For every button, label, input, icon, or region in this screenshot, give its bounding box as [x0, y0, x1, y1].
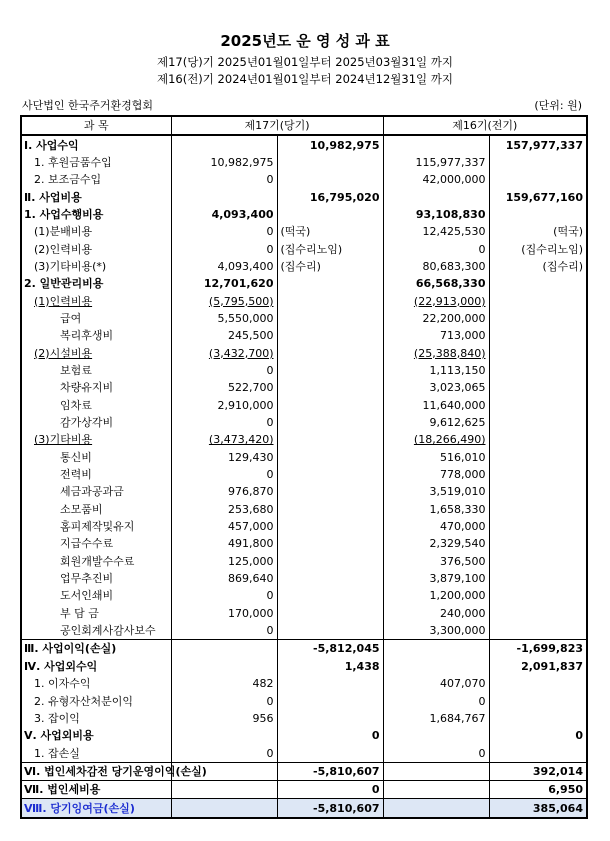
prior-detail-cell — [383, 799, 489, 818]
account-cell: (2)인력비용 — [21, 240, 171, 257]
prior-detail-cell: 470,000 — [383, 518, 489, 535]
current-detail-cell — [171, 727, 277, 744]
table-row — [21, 240, 587, 257]
prior-total-cell: 0 — [489, 727, 587, 744]
table-row — [21, 466, 587, 483]
current-detail-cell: 4,093,400 — [171, 258, 277, 275]
account-cell: 도서인쇄비 — [21, 587, 171, 604]
account-cell: Ⅷ. 당기잉여금(손실) — [21, 799, 171, 818]
current-detail-cell: 0 — [171, 223, 277, 240]
header-account: 과 목 — [21, 116, 171, 135]
period-current: 제17(당)기 2025년01월01일부터 2025년03월31일 까지 — [156, 55, 454, 69]
account-cell: 홈피제작및유지 — [21, 518, 171, 535]
prior-total-cell — [489, 553, 587, 570]
header-current: 제17기(당기) — [171, 116, 383, 135]
current-total-cell — [277, 275, 383, 292]
prior-total-cell: 385,064 — [489, 799, 587, 818]
table-row — [21, 188, 587, 205]
prior-total-cell — [489, 414, 587, 431]
current-total-cell: (집수리) — [277, 258, 383, 275]
prior-detail-cell: 407,070 — [383, 675, 489, 692]
current-total-cell — [277, 431, 383, 448]
table-row — [21, 397, 587, 414]
account-cell: 회원개발수수료 — [21, 553, 171, 570]
prior-total-cell: (집수리노임) — [489, 240, 587, 257]
current-detail-cell: 482 — [171, 675, 277, 692]
prior-detail-cell: 9,612,625 — [383, 414, 489, 431]
table-row — [21, 223, 587, 240]
prior-detail-cell: 713,000 — [383, 327, 489, 344]
prior-detail-cell: 66,568,330 — [383, 275, 489, 292]
account-cell: 복리후생비 — [21, 327, 171, 344]
current-detail-cell: 0 — [171, 240, 277, 257]
prior-detail-cell: (25,388,840) — [383, 344, 489, 361]
current-total-cell: -5,810,607 — [277, 799, 383, 818]
prior-detail-cell: 42,000,000 — [383, 171, 489, 188]
account-cell: 차량유지비 — [21, 379, 171, 396]
account-cell: (2)시설비용 — [21, 344, 171, 361]
prior-detail-cell: 12,425,530 — [383, 223, 489, 240]
account-cell: 감가상각비 — [21, 414, 171, 431]
table-row — [21, 710, 587, 727]
prior-detail-cell: 93,108,830 — [383, 206, 489, 223]
prior-detail-cell: 11,640,000 — [383, 397, 489, 414]
table-row — [21, 362, 587, 379]
prior-detail-cell: 1,684,767 — [383, 710, 489, 727]
current-total-cell — [277, 553, 383, 570]
current-detail-cell — [171, 640, 277, 658]
current-total-cell — [277, 535, 383, 552]
prior-total-cell — [489, 605, 587, 622]
prior-total-cell — [489, 518, 587, 535]
account-cell: Ⅱ. 사업비용 — [21, 188, 171, 205]
account-cell: Ⅰ. 사업수익 — [21, 135, 171, 153]
table-row — [21, 327, 587, 344]
current-detail-cell: 12,701,620 — [171, 275, 277, 292]
prior-total-cell — [489, 344, 587, 361]
account-cell: 지급수수료 — [21, 535, 171, 552]
current-detail-cell: (3,473,420) — [171, 431, 277, 448]
organization-name: 사단법인 한국주거환경협회 — [22, 99, 154, 112]
table-row — [21, 553, 587, 570]
prior-total-cell — [489, 622, 587, 640]
current-total-cell — [277, 570, 383, 587]
current-total-cell: (떡국) — [277, 223, 383, 240]
prior-detail-cell: 0 — [383, 240, 489, 257]
current-detail-cell: 457,000 — [171, 518, 277, 535]
prior-detail-cell: (18,266,490) — [383, 431, 489, 448]
account-cell: 2. 보조금수입 — [21, 171, 171, 188]
table-row — [21, 449, 587, 466]
table-row — [21, 258, 587, 275]
current-total-cell — [277, 466, 383, 483]
current-detail-cell: (3,432,700) — [171, 344, 277, 361]
current-total-cell: 16,795,020 — [277, 188, 383, 205]
current-detail-cell — [171, 188, 277, 205]
account-cell: 급여 — [21, 310, 171, 327]
current-detail-cell: 956 — [171, 710, 277, 727]
current-detail-cell: 0 — [171, 362, 277, 379]
current-total-cell: -5,810,607 — [277, 762, 383, 780]
account-cell: (3)기타비용(*) — [21, 258, 171, 275]
current-total-cell: -5,812,045 — [277, 640, 383, 658]
account-cell: Ⅳ. 사업외수익 — [21, 658, 171, 675]
prior-total-cell — [489, 675, 587, 692]
table-row — [21, 535, 587, 552]
table-row — [21, 570, 587, 587]
prior-total-cell — [489, 710, 587, 727]
current-total-cell — [277, 587, 383, 604]
prior-detail-cell: 115,977,337 — [383, 154, 489, 171]
prior-total-cell — [489, 535, 587, 552]
current-detail-cell: 0 — [171, 744, 277, 762]
prior-total-cell — [489, 466, 587, 483]
prior-total-cell — [489, 501, 587, 518]
prior-detail-cell: 3,519,010 — [383, 483, 489, 500]
current-detail-cell: 0 — [171, 692, 277, 709]
account-cell: Ⅴ. 사업외비용 — [21, 727, 171, 744]
prior-total-cell: 159,677,160 — [489, 188, 587, 205]
current-total-cell — [277, 362, 383, 379]
prior-detail-cell: 22,200,000 — [383, 310, 489, 327]
prior-total-cell: (집수리) — [489, 258, 587, 275]
prior-detail-cell — [383, 188, 489, 205]
table-row — [21, 171, 587, 188]
prior-detail-cell: 3,300,000 — [383, 622, 489, 640]
account-cell: 부 담 금 — [21, 605, 171, 622]
prior-total-cell — [489, 292, 587, 309]
current-total-cell — [277, 171, 383, 188]
account-cell: Ⅶ. 법인세비용 — [21, 781, 171, 799]
current-detail-cell: 869,640 — [171, 570, 277, 587]
prior-total-cell — [489, 154, 587, 171]
unit-label: (단위: 원) — [534, 99, 582, 112]
prior-detail-cell — [383, 781, 489, 799]
current-total-cell — [277, 292, 383, 309]
prior-detail-cell: 240,000 — [383, 605, 489, 622]
account-cell: 2. 일반관리비용 — [21, 275, 171, 292]
table-row — [21, 275, 587, 292]
current-total-cell: 0 — [277, 781, 383, 799]
current-total-cell — [277, 414, 383, 431]
current-total-cell: (집수리노임) — [277, 240, 383, 257]
account-cell: 2. 유형자산처분이익 — [21, 692, 171, 709]
account-cell: 업무추진비 — [21, 570, 171, 587]
prior-detail-cell: 3,023,065 — [383, 379, 489, 396]
account-cell: Ⅵ. 법인세차감전 당기운영이익(손실) — [21, 762, 171, 780]
table-row — [21, 640, 587, 658]
table-row — [21, 292, 587, 309]
table-row — [21, 206, 587, 223]
account-cell: (3)기타비용 — [21, 431, 171, 448]
table-row — [21, 501, 587, 518]
current-total-cell — [277, 518, 383, 535]
table-row — [21, 483, 587, 500]
table-row — [21, 135, 587, 153]
table-row — [21, 781, 587, 799]
header-prior: 제16기(전기) — [383, 116, 587, 135]
table-row — [21, 379, 587, 396]
current-detail-cell: 0 — [171, 171, 277, 188]
prior-total-cell — [489, 362, 587, 379]
prior-total-cell: (떡국) — [489, 223, 587, 240]
current-detail-cell: 0 — [171, 587, 277, 604]
current-total-cell — [277, 379, 383, 396]
account-cell: 3. 잡이익 — [21, 710, 171, 727]
current-total-cell: 0 — [277, 727, 383, 744]
current-total-cell — [277, 710, 383, 727]
prior-total-cell: -1,699,823 — [489, 640, 587, 658]
current-total-cell — [277, 501, 383, 518]
table-row — [21, 799, 587, 818]
current-detail-cell: 0 — [171, 622, 277, 640]
current-detail-cell: 5,550,000 — [171, 310, 277, 327]
current-total-cell — [277, 692, 383, 709]
current-detail-cell: 976,870 — [171, 483, 277, 500]
table-row — [21, 431, 587, 448]
prior-detail-cell: 2,329,540 — [383, 535, 489, 552]
prior-detail-cell — [383, 640, 489, 658]
prior-detail-cell: 376,500 — [383, 553, 489, 570]
table-row — [21, 344, 587, 361]
current-total-cell — [277, 675, 383, 692]
period-prior: 제16(전)기 2024년01월01일부터 2024년12월31일 까지 — [156, 72, 454, 86]
prior-total-cell: 392,014 — [489, 762, 587, 780]
prior-detail-cell: 0 — [383, 744, 489, 762]
current-total-cell: 10,982,975 — [277, 135, 383, 153]
prior-detail-cell: (22,913,000) — [383, 292, 489, 309]
prior-total-cell — [489, 570, 587, 587]
current-detail-cell — [171, 658, 277, 675]
account-cell: (1)인력비용 — [21, 292, 171, 309]
current-detail-cell — [171, 781, 277, 799]
table-row — [21, 762, 587, 780]
current-detail-cell: 10,982,975 — [171, 154, 277, 171]
current-total-cell — [277, 206, 383, 223]
prior-detail-cell — [383, 135, 489, 153]
table-row — [21, 675, 587, 692]
table-row — [21, 622, 587, 640]
current-total-cell — [277, 483, 383, 500]
current-detail-cell: 2,910,000 — [171, 397, 277, 414]
current-detail-cell: 0 — [171, 466, 277, 483]
current-detail-cell: 491,800 — [171, 535, 277, 552]
prior-total-cell — [489, 483, 587, 500]
account-cell: 1. 이자수익 — [21, 675, 171, 692]
prior-detail-cell — [383, 658, 489, 675]
table-row — [21, 727, 587, 744]
account-cell: 1. 후원금품수입 — [21, 154, 171, 171]
prior-total-cell — [489, 206, 587, 223]
current-total-cell — [277, 327, 383, 344]
prior-detail-cell — [383, 727, 489, 744]
table-row — [21, 658, 587, 675]
table-row — [21, 692, 587, 709]
prior-detail-cell: 0 — [383, 692, 489, 709]
prior-total-cell — [489, 397, 587, 414]
prior-total-cell — [489, 310, 587, 327]
table-row — [21, 154, 587, 171]
prior-total-cell: 157,977,337 — [489, 135, 587, 153]
account-cell: 세금과공과금 — [21, 483, 171, 500]
prior-total-cell — [489, 327, 587, 344]
prior-total-cell — [489, 744, 587, 762]
current-detail-cell: 4,093,400 — [171, 206, 277, 223]
account-cell: 1. 사업수행비용 — [21, 206, 171, 223]
account-cell: 통신비 — [21, 449, 171, 466]
prior-total-cell: 2,091,837 — [489, 658, 587, 675]
prior-detail-cell: 778,000 — [383, 466, 489, 483]
prior-total-cell — [489, 449, 587, 466]
current-total-cell: 1,438 — [277, 658, 383, 675]
operating-results-table — [20, 115, 588, 819]
current-detail-cell: 0 — [171, 414, 277, 431]
current-total-cell — [277, 449, 383, 466]
current-detail-cell: 129,430 — [171, 449, 277, 466]
current-total-cell — [277, 605, 383, 622]
prior-detail-cell: 1,200,000 — [383, 587, 489, 604]
account-cell: 보험료 — [21, 362, 171, 379]
account-cell: 임차료 — [21, 397, 171, 414]
current-detail-cell: 125,000 — [171, 553, 277, 570]
table-row — [21, 518, 587, 535]
current-total-cell — [277, 622, 383, 640]
prior-detail-cell: 3,879,100 — [383, 570, 489, 587]
table-row — [21, 587, 587, 604]
current-total-cell — [277, 310, 383, 327]
current-total-cell — [277, 397, 383, 414]
account-cell: 1. 잡손실 — [21, 744, 171, 762]
account-cell: 소모품비 — [21, 501, 171, 518]
prior-total-cell: 6,950 — [489, 781, 587, 799]
current-detail-cell: (5,795,500) — [171, 292, 277, 309]
current-detail-cell — [171, 799, 277, 818]
current-detail-cell: 170,000 — [171, 605, 277, 622]
prior-detail-cell: 80,683,300 — [383, 258, 489, 275]
current-detail-cell: 522,700 — [171, 379, 277, 396]
prior-total-cell — [489, 275, 587, 292]
prior-total-cell — [489, 587, 587, 604]
prior-total-cell — [489, 171, 587, 188]
current-detail-cell: 245,500 — [171, 327, 277, 344]
table-row — [21, 310, 587, 327]
account-cell: (1)분배비용 — [21, 223, 171, 240]
current-detail-cell — [171, 135, 277, 153]
prior-detail-cell: 1,658,330 — [383, 501, 489, 518]
account-cell: Ⅲ. 사업이익(손실) — [21, 640, 171, 658]
table-row — [21, 744, 587, 762]
table-row — [21, 414, 587, 431]
page-title: 2025년도 운 영 성 과 표 — [220, 32, 390, 50]
current-total-cell — [277, 744, 383, 762]
current-total-cell — [277, 154, 383, 171]
prior-total-cell — [489, 692, 587, 709]
account-cell: 전력비 — [21, 466, 171, 483]
account-cell: 공인회계사감사보수 — [21, 622, 171, 640]
current-total-cell — [277, 344, 383, 361]
prior-total-cell — [489, 379, 587, 396]
prior-detail-cell: 1,113,150 — [383, 362, 489, 379]
table-header-row — [21, 116, 587, 135]
prior-detail-cell — [383, 762, 489, 780]
prior-detail-cell: 516,010 — [383, 449, 489, 466]
prior-total-cell — [489, 431, 587, 448]
current-detail-cell: 253,680 — [171, 501, 277, 518]
table-row — [21, 605, 587, 622]
